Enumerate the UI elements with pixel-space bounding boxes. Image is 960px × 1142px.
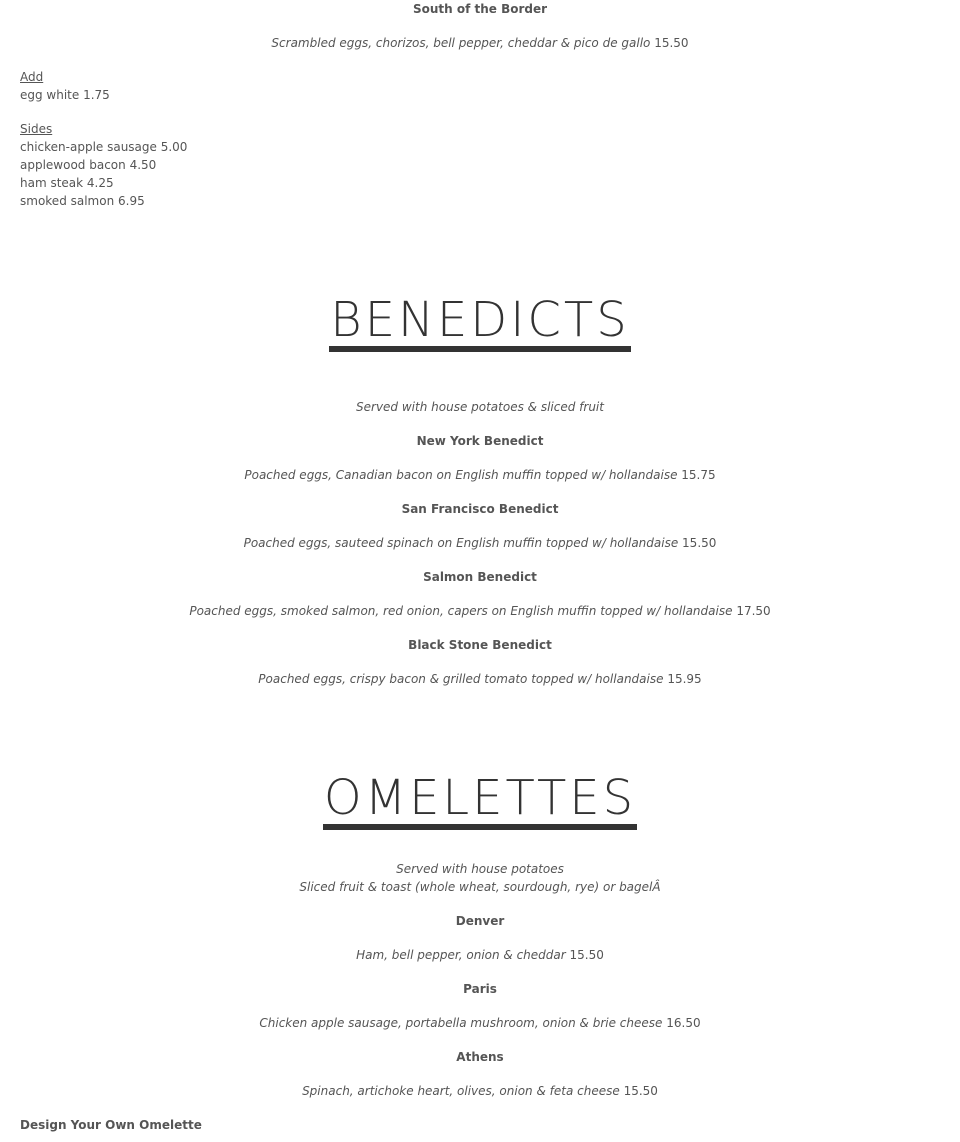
- menu-item-line: [0, 602, 960, 620]
- section-heading-benedicts: [0, 290, 960, 352]
- menu-item-name: Black Stone Benedict: [408, 638, 552, 652]
- menu-item-desc: Spinach, artichoke heart, olives, onion & feta cheese: [302, 1084, 620, 1098]
- menu-item-name: Athens: [456, 1050, 504, 1064]
- item-name-south-of-the-border: South of the Border: [412, 2, 548, 16]
- benedicts-note: Served with house potatoes & sliced fruit: [356, 400, 604, 414]
- side-item: ham steak 4.25: [20, 176, 114, 190]
- menu-item-line: [0, 534, 960, 552]
- menu-item-name: Paris: [463, 982, 497, 996]
- sides-heading: Sides: [20, 122, 53, 136]
- menu-item-line: [0, 670, 960, 688]
- menu-item-line: [0, 1014, 960, 1032]
- menu-item-name: Salmon Benedict: [423, 570, 537, 584]
- side-item: applewood bacon 4.50: [20, 158, 157, 172]
- menu-item-desc: Poached eggs, crispy bacon & grilled tomato topped w/ hollandaise: [258, 672, 664, 686]
- menu-item-name: New York Benedict: [416, 434, 544, 448]
- menu-item-desc: Poached eggs, sauteed spinach on English muffin topped w/ hollandaise: [243, 536, 679, 550]
- menu-item-price: 15.50: [623, 1084, 658, 1098]
- item-desc: Scrambled eggs, chorizos, bell pepper, cheddar & pico de gallo: [271, 36, 651, 50]
- menu-item-price: 15.75: [681, 468, 716, 482]
- section-heading-omelettes: [0, 768, 960, 830]
- section-heading-text: BENEDICTS: [329, 294, 630, 352]
- side-item: smoked salmon 6.95: [20, 194, 145, 208]
- menu-item-desc: Chicken apple sausage, portabella mushroom, onion & brie cheese: [259, 1016, 663, 1030]
- menu-item-desc: Poached eggs, Canadian bacon on English muffin topped w/ hollandaise: [244, 468, 678, 482]
- menu-item-price: 16.50: [666, 1016, 701, 1030]
- add-heading: Add: [20, 70, 44, 84]
- menu-item-name: Denver: [455, 914, 505, 928]
- menu-item-price: 17.50: [736, 604, 771, 618]
- omelettes-note-line1: Served with house potatoes: [396, 862, 564, 876]
- menu-item-price: 15.50: [569, 948, 604, 962]
- menu-item-desc: Ham, bell pepper, onion & cheddar: [356, 948, 566, 962]
- section-heading-text: OMELETTES: [323, 772, 637, 830]
- menu-item-price: 15.95: [667, 672, 702, 686]
- menu-item-desc: Poached eggs, smoked salmon, red onion, capers on English muffin topped w/ hollandaise: [189, 604, 733, 618]
- menu-item-price: 15.50: [682, 536, 717, 550]
- design-own-omelette-heading: Design Your Own Omelette: [20, 1118, 202, 1132]
- menu-item-line: [0, 946, 960, 964]
- menu-item-name: San Francisco Benedict: [401, 502, 559, 516]
- menu-item-line: [0, 1082, 960, 1100]
- add-item: egg white 1.75: [20, 88, 110, 102]
- item-line-south-of-the-border: [0, 34, 960, 52]
- side-item: chicken-apple sausage 5.00: [20, 140, 188, 154]
- item-price: 15.50: [654, 36, 689, 50]
- menu-item-line: [0, 466, 960, 484]
- omelettes-note-line2: Sliced fruit & toast (whole wheat, sourdough, rye) or bagelÂ: [299, 880, 661, 894]
